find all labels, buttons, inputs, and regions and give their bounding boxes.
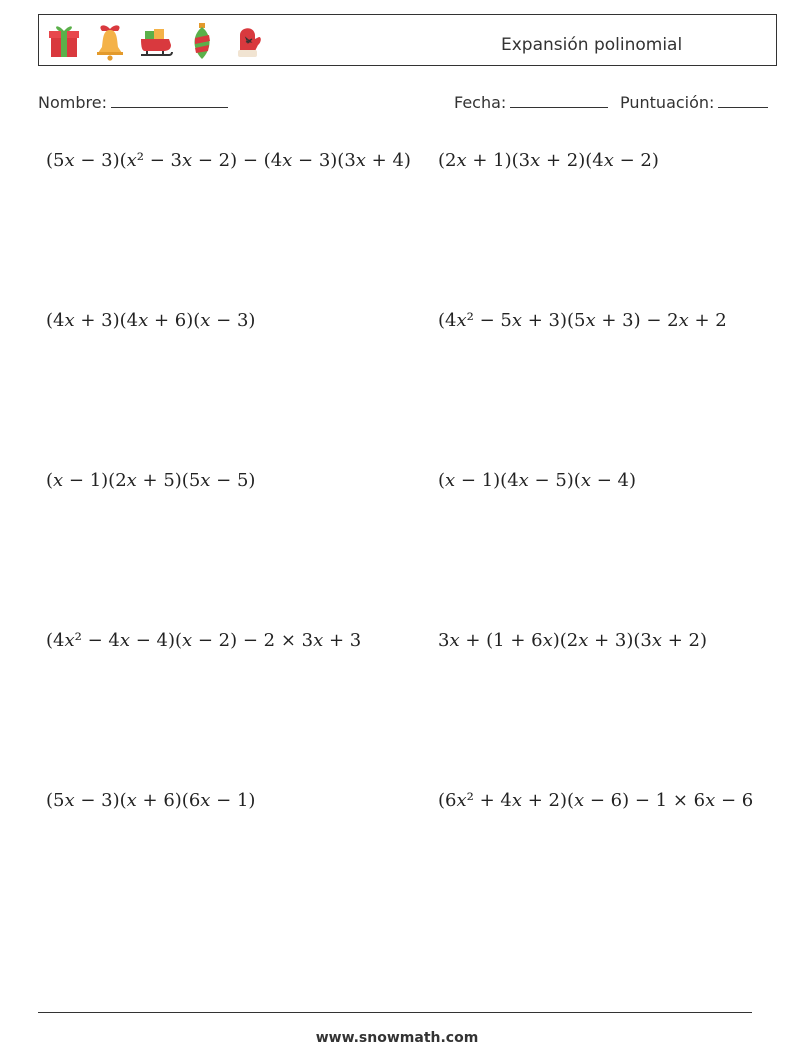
score-field	[620, 93, 768, 112]
problem-7: (4𝑥² − 4𝑥 − 4)(𝑥 − 2) − 2 × 3𝑥 + 3	[46, 630, 362, 651]
problem-1: (5𝑥 − 3)(𝑥² − 3𝑥 − 2) − (4𝑥 − 3)(3𝑥 + 4)	[46, 150, 411, 171]
score-label: Puntuación:	[620, 93, 715, 112]
footer-divider	[38, 1012, 752, 1013]
sleigh-icon	[139, 21, 173, 61]
date-label: Fecha:	[454, 93, 507, 112]
problem-5: (𝑥 − 1)(2𝑥 + 5)(5𝑥 − 5)	[46, 470, 256, 491]
icon-strip	[47, 21, 265, 61]
problem-4: (4𝑥² − 5𝑥 + 3)(5𝑥 + 3) − 2𝑥 + 2	[438, 310, 727, 331]
worksheet-title: Expansión polinomial	[501, 35, 683, 55]
header-box	[38, 14, 777, 66]
gift-icon	[47, 21, 81, 61]
problem-2: (2𝑥 + 1)(3𝑥 + 2)(4𝑥 − 2)	[438, 150, 659, 171]
problem-6: (𝑥 − 1)(4𝑥 − 5)(𝑥 − 4)	[438, 470, 636, 491]
score-blank[interactable]	[718, 93, 768, 108]
ornament-icon	[185, 21, 219, 61]
name-field	[38, 93, 228, 112]
problem-10: (6𝑥² + 4𝑥 + 2)(𝑥 − 6) − 1 × 6𝑥 − 6	[438, 790, 754, 811]
mitten-icon	[231, 21, 265, 61]
date-field	[454, 93, 608, 112]
problem-9: (5𝑥 − 3)(𝑥 + 6)(6𝑥 − 1)	[46, 790, 256, 811]
problem-3: (4𝑥 + 3)(4𝑥 + 6)(𝑥 − 3)	[46, 310, 256, 331]
footer-url[interactable]: www.snowmath.com	[315, 1030, 479, 1046]
problem-8: 3𝑥 + (1 + 6𝑥)(2𝑥 + 3)(3𝑥 + 2)	[438, 630, 708, 651]
name-label: Nombre:	[38, 93, 107, 112]
date-blank[interactable]	[510, 93, 608, 108]
name-blank[interactable]	[111, 93, 228, 108]
bell-icon	[93, 21, 127, 61]
